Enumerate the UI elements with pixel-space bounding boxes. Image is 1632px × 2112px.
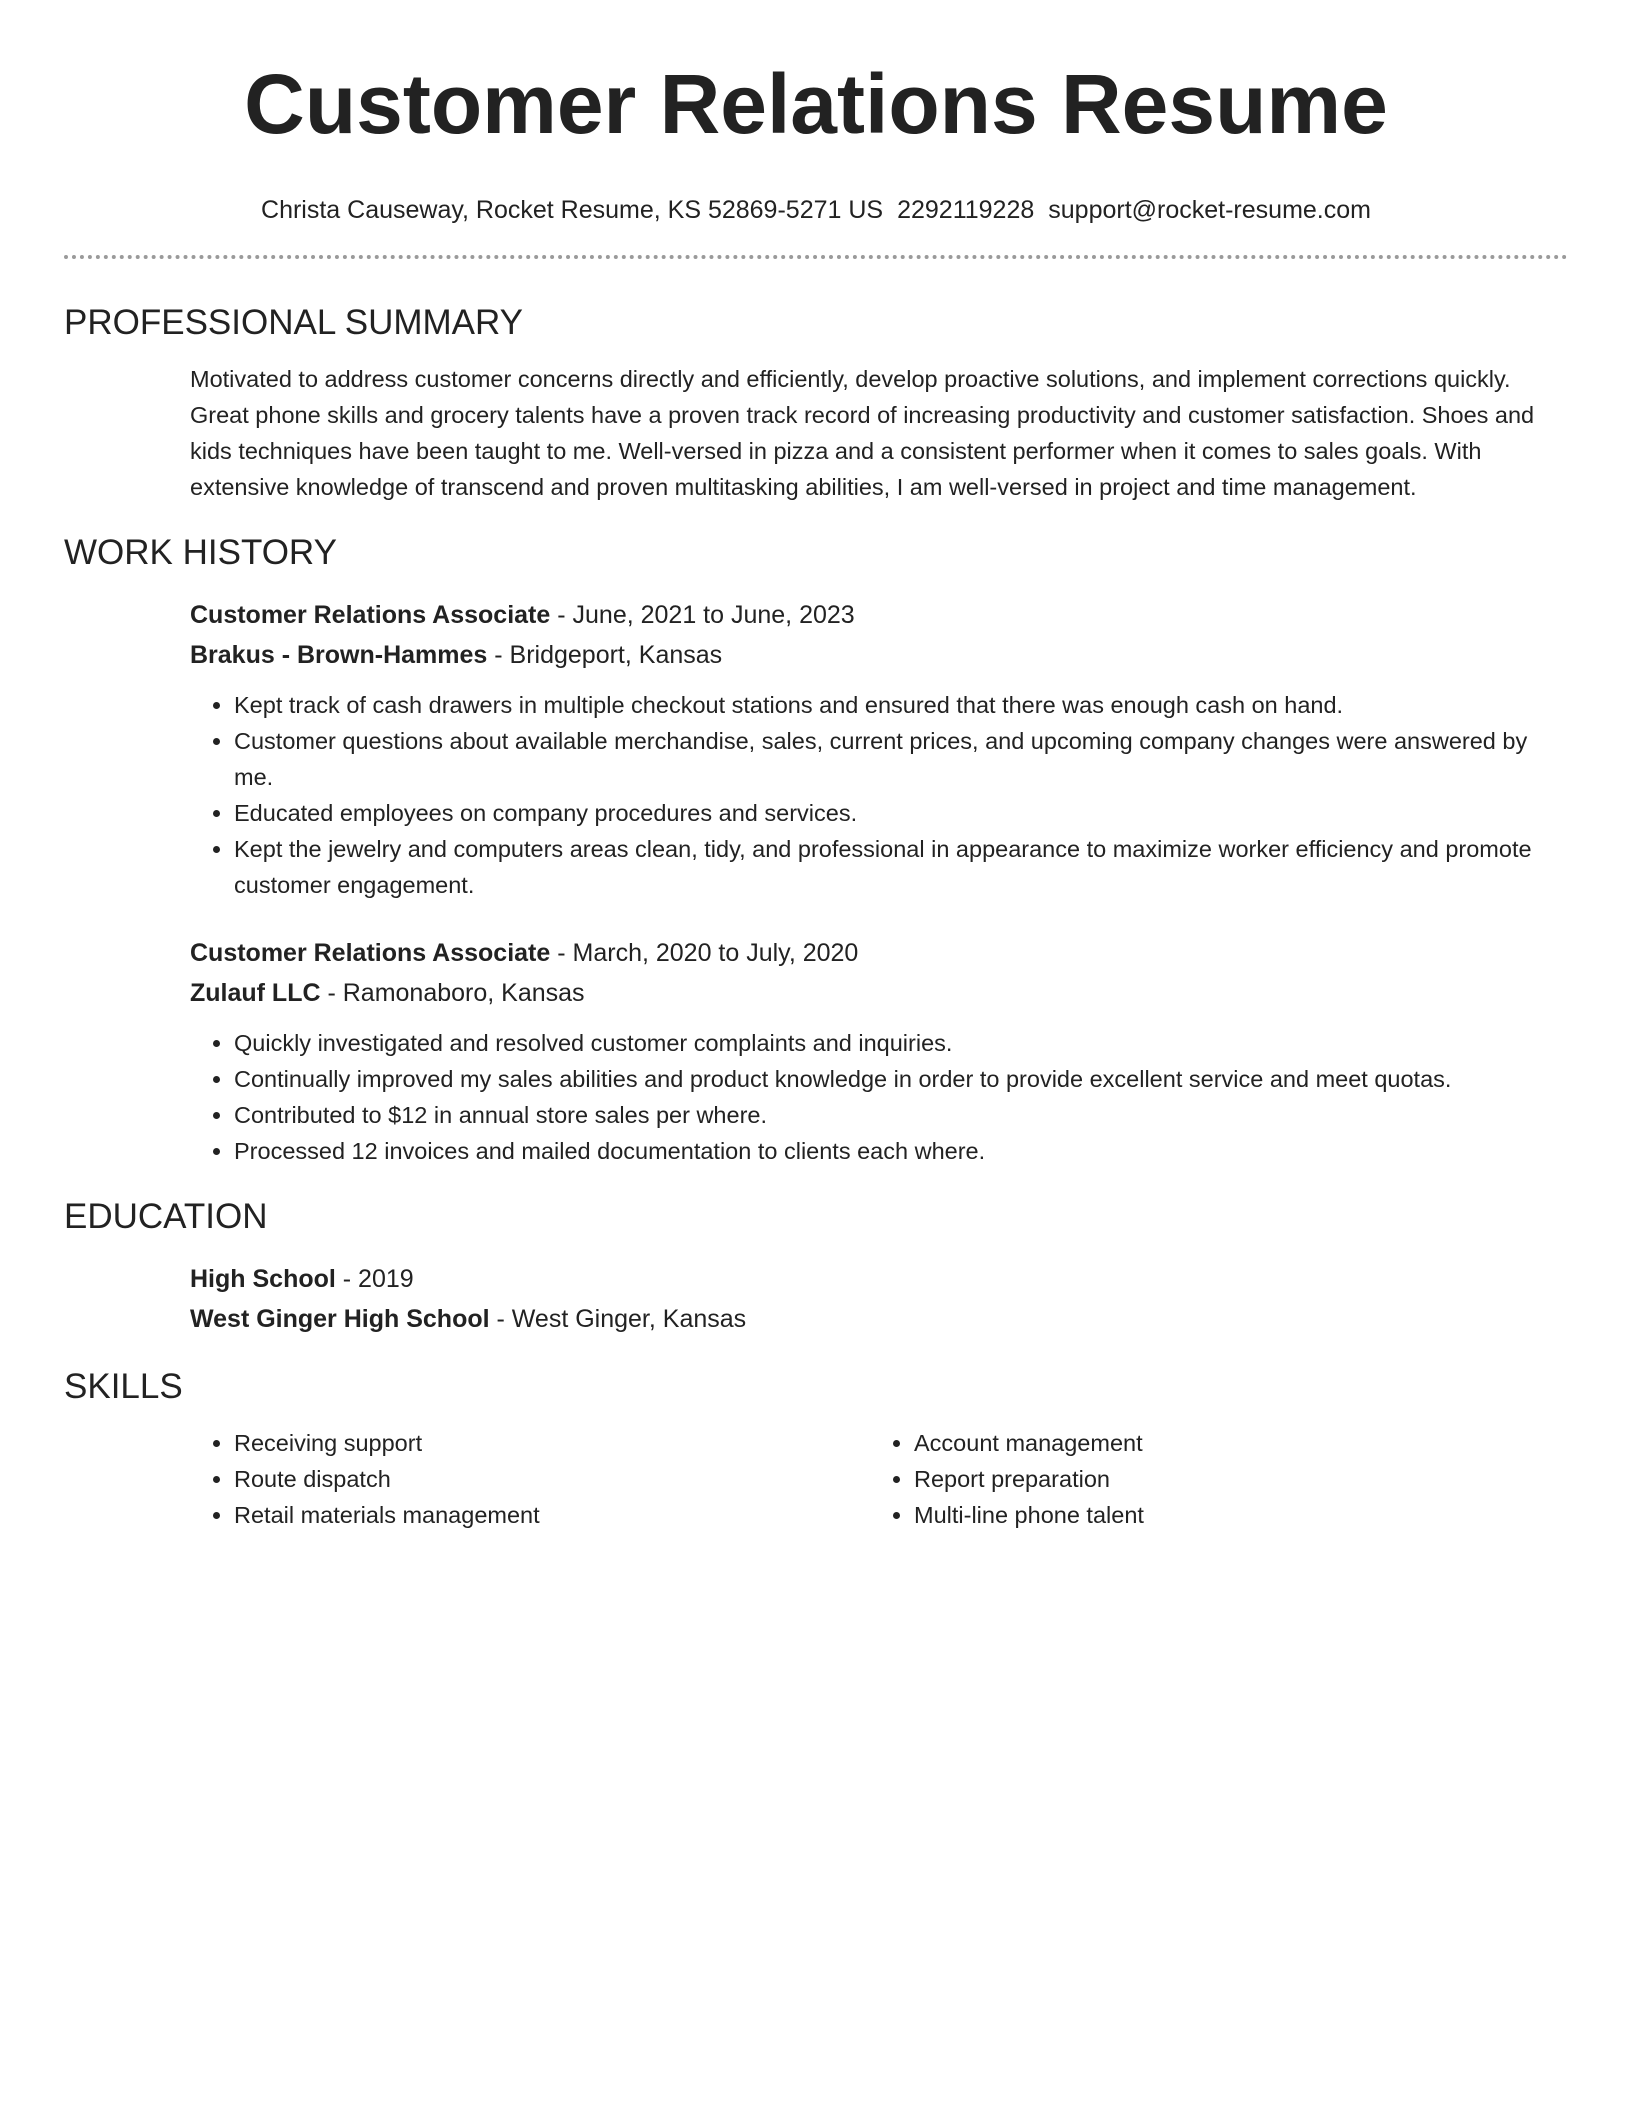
job-duty: • Processed 12 invoices and mailed documentation to clients each where. <box>234 1133 1568 1169</box>
contact-address: Christa Causeway, Rocket Resume, KS 52869-5271 US <box>261 196 884 224</box>
job-company: Zulauf LLC <box>190 979 321 1007</box>
job-company-line <box>190 973 1568 1013</box>
job-company-line <box>190 635 1568 675</box>
skills-list-right <box>870 1425 1568 1533</box>
job-duty: • Contributed to $12 in annual store sales per where. <box>234 1097 1568 1133</box>
job-duties-list <box>190 1025 1568 1169</box>
education-entry <box>190 1259 1568 1339</box>
job-dates: - June, 2021 to June, 2023 <box>550 601 855 629</box>
job-title-line <box>190 595 1568 635</box>
job-duty: • Customer questions about available merchandise, sales, current prices, and upcoming company changes were answered by me. <box>234 723 1568 795</box>
summary-text: Motivated to address customer concerns directly and efficiently, develop proactive solutions, and implement corrections quickly. Great phone skills and grocery talents have a proven track record of increasing productivity and customer satisfaction. Shoes and kids techniques have been taught to me. Well-versed in pizza and a consistent performer when it comes to sales goals. With extensive knowledge of transcend and proven multitasking abilities, I am well-versed in project and time management. <box>190 366 1535 500</box>
summary-section <box>190 361 1568 505</box>
job-location: - Ramonaboro, Kansas <box>320 979 585 1007</box>
job-duty: • Kept track of cash drawers in multiple checkout stations and ensured that there was enough cash on hand. <box>234 687 1568 723</box>
skill-item: • Report preparation <box>914 1461 1568 1497</box>
job-duties-list <box>190 687 1568 903</box>
job-title: Customer Relations Associate <box>190 601 551 629</box>
job-title-line <box>190 933 1568 973</box>
job-duty: • Educated employees on company procedures and services. <box>234 795 1568 831</box>
skills-heading: SKILLS <box>64 1367 183 1406</box>
skill-item: • Account management <box>914 1425 1568 1461</box>
degree-line <box>190 1259 1568 1299</box>
skill-item: • Retail materials management <box>234 1497 870 1533</box>
contact-email: support@rocket-resume.com <box>1048 196 1371 224</box>
job-duty: • Continually improved my sales abilities and product knowledge in order to provide excellent service and meet quotas. <box>234 1061 1568 1097</box>
school-name: West Ginger High School <box>190 1305 490 1333</box>
job-dates: - March, 2020 to July, 2020 <box>550 939 859 967</box>
graduation-year: - 2019 <box>335 1265 414 1293</box>
job-entry <box>190 933 1568 1169</box>
resume-title: Customer Relations Resume <box>244 57 1388 151</box>
school-line <box>190 1299 1568 1339</box>
skill-item: • Multi-line phone talent <box>914 1497 1568 1533</box>
school-location: - West Ginger, Kansas <box>489 1305 747 1333</box>
job-location: - Bridgeport, Kansas <box>487 641 723 669</box>
skill-item: • Receiving support <box>234 1425 870 1461</box>
header-divider <box>64 255 1568 259</box>
job-entry <box>190 595 1568 903</box>
summary-heading: PROFESSIONAL SUMMARY <box>64 303 523 342</box>
contact-line <box>64 194 1568 226</box>
skills-grid <box>190 1425 1568 1533</box>
skill-item: • Route dispatch <box>234 1461 870 1497</box>
skills-list-left <box>190 1425 870 1533</box>
degree: High School <box>190 1265 336 1293</box>
job-duty: • Kept the jewelry and computers areas clean, tidy, and professional in appearance to maximize worker efficiency and promote customer engagement. <box>234 831 1568 903</box>
job-title: Customer Relations Associate <box>190 939 551 967</box>
job-company: Brakus - Brown-Hammes <box>190 641 488 669</box>
education-heading: EDUCATION <box>64 1197 268 1236</box>
contact-phone: 2292119228 <box>897 196 1035 224</box>
work-history-heading: WORK HISTORY <box>64 533 337 572</box>
job-duty: • Quickly investigated and resolved customer complaints and inquiries. <box>234 1025 1568 1061</box>
